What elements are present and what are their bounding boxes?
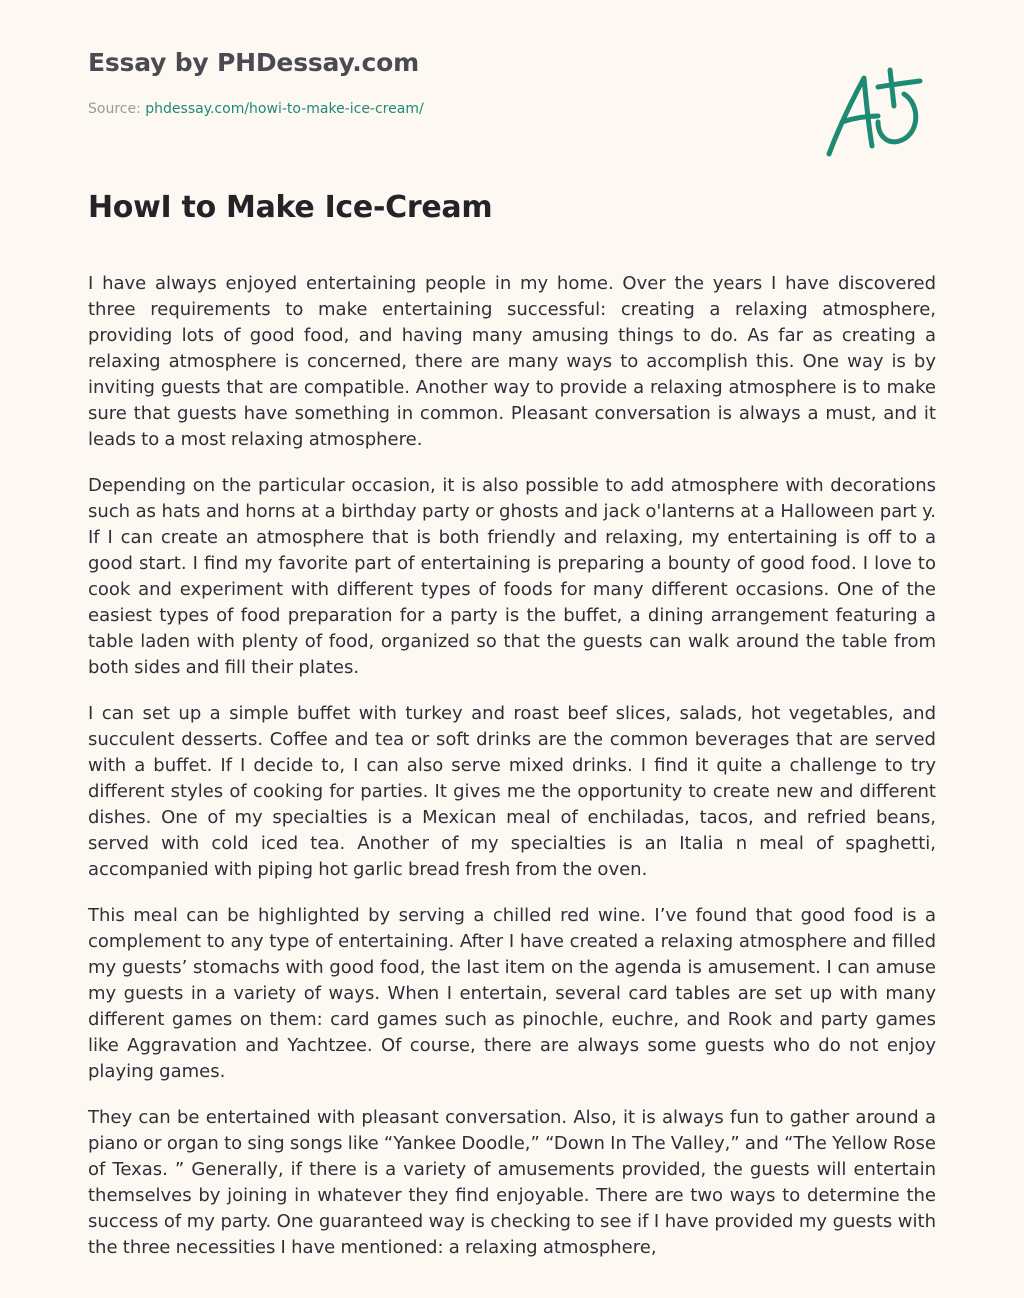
- essay-paragraph: They can be entertained with pleasant conversation. Also, it is always fun to gather around a piano or organ to sing songs like “Yankee Doodle,” “Down In The Valley,” and “The Yellow Rose of Texas. ” Generally, if there is a variety of amusements provided, the guests will entertain themselves by joining in whatever they find enjoyable. There are two ways to determine the success of my party. One guaranteed way is checking to see if I have provided my guests with the three necessities I have mentioned: a relaxing atmosphere,: [88, 1107, 936, 1258]
- site-title: Essay by PHDessay.com: [88, 48, 419, 77]
- essay-paragraph: This meal can be highlighted by serving a chilled red wine. I’ve found that good food is a complement to any type of entertaining. After I have created a relaxing atmosphere and filled my guests’ stomachs with good food, the last item on the agenda is amusement. I can amuse my guests in a variety of ways. When I entertain, several card tables are set up with many different games on them: card games such as pinochle, euchre, and Rook and party games like Aggravation and Yachtzee. Of course, there are always some guests who do not enjoy playing games.: [88, 905, 936, 1082]
- source-link[interactable]: phdessay.com/howi-to-make-ice-cream/: [145, 101, 424, 117]
- essay-body: [88, 271, 936, 1281]
- essay-title: HowI to Make Ice-Cream: [88, 190, 493, 225]
- source-line: [88, 101, 424, 117]
- essay-paragraph: Depending on the particular occasion, it is also possible to add atmosphere with decorations such as hats and horns at a birthday party or ghosts and jack o'lanterns at a Halloween part y. If I can create an atmosphere that is both friendly and relaxing, my entertaining is off to a good start. I find my favorite part of entertaining is preparing a bounty of good food. I love to cook and experiment with different types of foods for many different occasions. One of the easiest types of food preparation for a party is the buffet, a dining arrangement featuring a table laden with plenty of food, organized so that the guests can walk around the table from both sides and fill their plates.: [88, 475, 936, 678]
- essay-paragraph: I have always enjoyed entertaining people in my home. Over the years I have discovered three requirements to make entertaining successful: creating a relaxing atmosphere, providing lots of good food, and having many amusing things to do. As far as creating a relaxing atmosphere is concerned, there are many ways to accomplish this. One way is by inviting guests that are compatible. Another way to provide a relaxing atmosphere is to make sure that guests have something in common. Pleasant conversation is always a must, and it leads to a most relaxing atmosphere.: [88, 273, 936, 450]
- a-plus-logo-icon: [820, 60, 930, 170]
- essay-paragraph: I can set up a simple buffet with turkey and roast beef slices, salads, hot vegetables, and succulent desserts. Coffee and tea or soft drinks are the common beverages that are served with a buffet. If I decide to, I can also serve mixed drinks. I find it quite a challenge to try different styles of cooking for parties. It gives me the opportunity to create new and different dishes. One of my specialties is a Mexican meal of enchiladas, tacos, and refried beans, served with cold iced tea. Another of my specialties is an Italia n meal of spaghetti, accompanied with piping hot garlic bread fresh from the oven.: [88, 703, 936, 880]
- source-label: Source:: [88, 101, 146, 117]
